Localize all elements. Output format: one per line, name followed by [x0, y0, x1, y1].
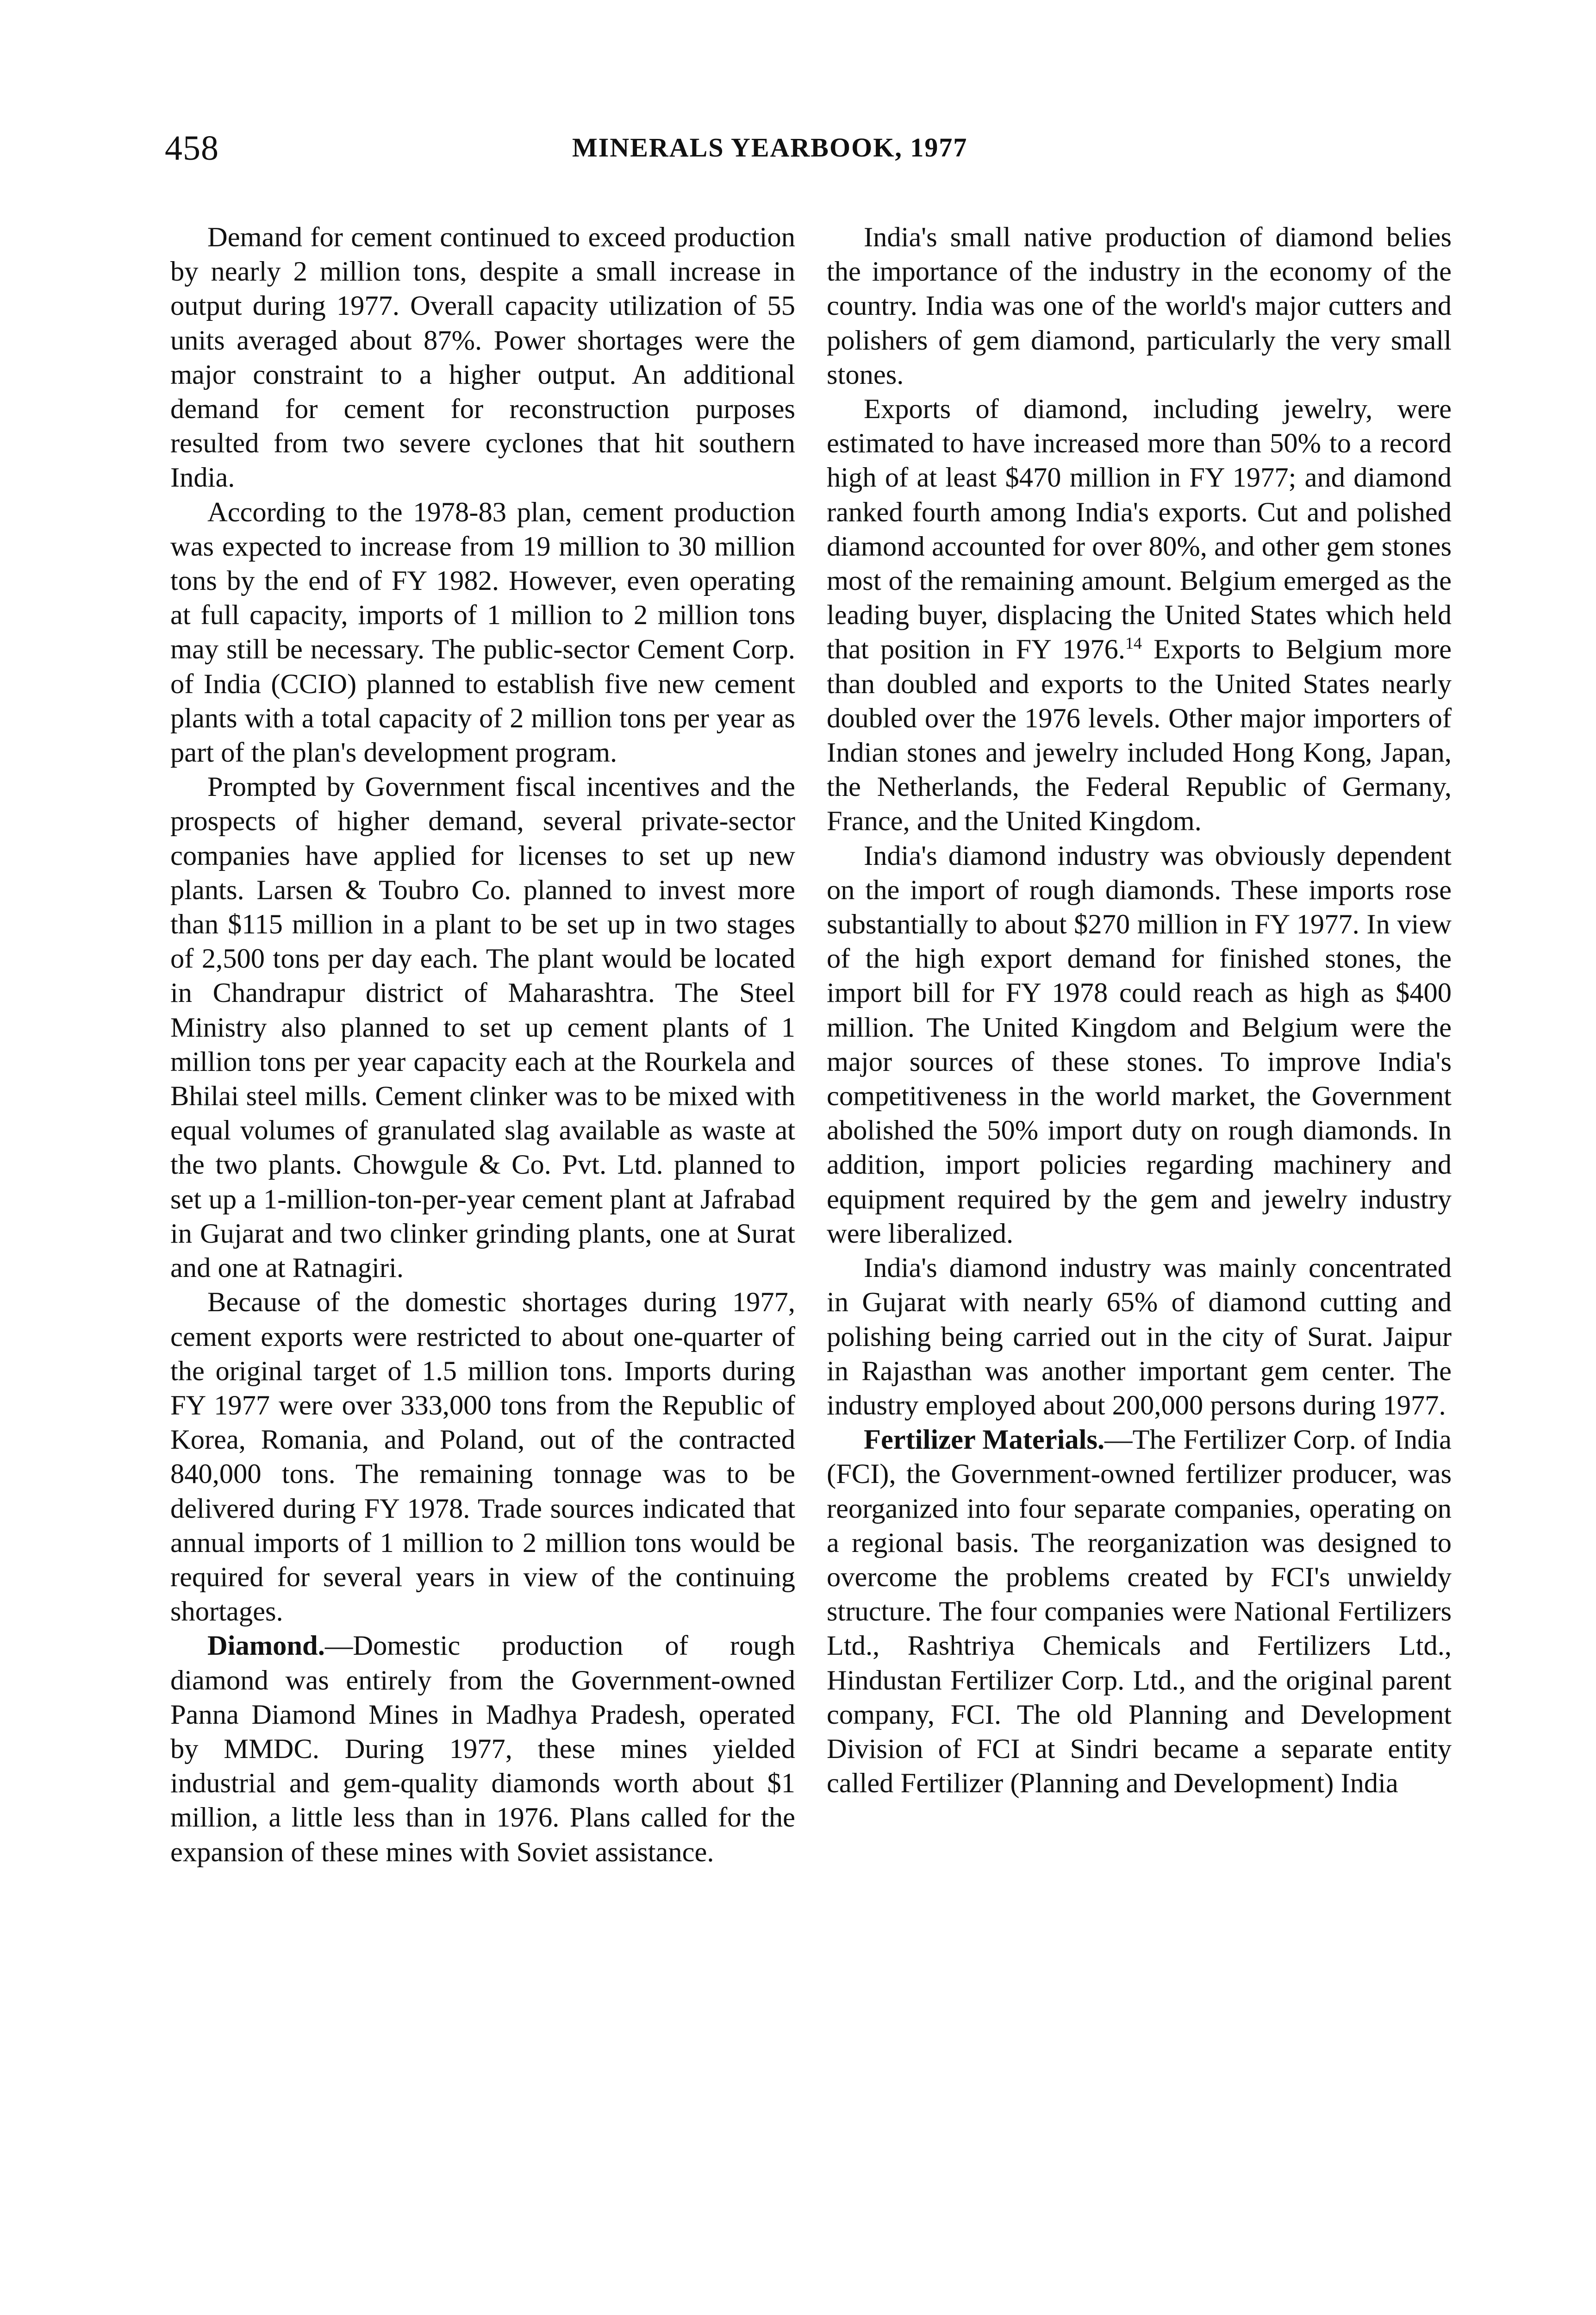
section-heading-diamond: Diamond. [207, 1630, 325, 1662]
paragraph-fertilizer [827, 1423, 1452, 1801]
right-column [827, 220, 1452, 1801]
paragraph-cement-demand: Demand for cement continued to exceed production by nearly 2 million tons, despite a small increase in output during 1977. Overall capacity utilization of 55 units averaged about 87%. Power shortages were the major constraint to a higher output. An additional demand for cement for reconstruction purposes resulted from two severe cyclones that hit southern India. [170, 222, 795, 494]
paragraph-cement-plan: According to the 1978-83 plan, cement production was expected to increase from 19 million to 30 million tons by the end of FY 1982. However, even operating at full capacity, imports of 1 million to 2 million tons may still be necessary. The public-sector Cement Corp. of India (CCIO) planned to establish five new cement plants with a total capacity of 2 million tons per year as part of the plan's development program. [170, 496, 795, 769]
paragraph-diamond-exports [827, 392, 1452, 839]
paragraph-diamond-centers: India's diamond industry was mainly concentrated in Gujarat with nearly 65% of diamond cutting and polishing being carried out in the city of Surat. Jaipur in Rajasthan was another important gem center. The industry employed about 200,000 persons during 1977. [827, 1252, 1452, 1421]
paragraph-cement-trade: Because of the domestic shortages during 1977, cement exports were restricted to about one-quarter of the original target of 1.5 million tons. Imports during FY 1977 were over 333,000 tons from the Republic of Korea, Romania, and Poland, out of the contracted 840,000 tons. The remaining tonnage was to be delivered during FY 1978. Trade sources indicated that annual imports of 1 million to 2 million tons would be required for several years in view of the continuing shortages. [170, 1287, 795, 1627]
page-header [0, 0, 1596, 194]
paragraph-fertilizer-text: —The Fertilizer Corp. of India (FCI), the Government-owned fertilizer producer, was reorganized into four separate companies, operating on a regional basis. The reorganization was designed to overcome the problems created by FCI's unwieldy structure. The four companies were National Fertilizers Ltd., Rashtriya Chemicals and Fertilizers Ltd., Hindustan Fertilizer Corp. Ltd., and the original parent company, FCI. The old Planning and Development Division of FCI at Sindri became a separate entity called Fertilizer (Planning and Development) India [827, 1424, 1452, 1799]
paragraph-diamond [170, 1629, 795, 1869]
paragraph-cement-private-sector: Prompted by Government fiscal incentives and the prospects of higher demand, several private-sector companies have applied for licenses to set up new plants. Larsen & Toubro Co. planned to invest more than $115 million in a plant to be set up in two stages of 2,500 tons per day each. The plant would be located in Chandrapur district of Maharashtra. The Steel Ministry also planned to set up cement plants of 1 million tons per year capacity each at the Rourkela and Bhilai steel mills. Cement clinker was to be mixed with equal volumes of granulated slag available as waste at the two plants. Chowgule & Co. Pvt. Ltd. planned to set up a 1-million-ton-per-year cement plant at Jafrabad in Gujarat and two clinker grinding plants, one at Surat and one at Ratnagiri. [170, 771, 795, 1284]
left-column [170, 220, 795, 1870]
paragraph-diamond-industry: India's small native production of diamond belies the importance of the industry in the economy of the country. India was one of the world's major cutters and polishers of gem diamond, particularly the very small stones. [827, 222, 1452, 390]
paragraph-diamond-exports-text-b: Exports to Belgium more than doubled and exports to the United States nearly doubled over the 1976 levels. Other major importers of Indian stones and jewelry included Hong Kong, Japan, the Netherlands, the Federal Republic of Germany, France, and the United Kingdom. [827, 634, 1452, 837]
paragraph-diamond-imports: India's diamond industry was obviously dependent on the import of rough diamonds. These imports rose substantially to about $270 million in FY 1977. In view of the high export demand for finished stones, the import bill for FY 1978 could reach as high as $400 million. The United Kingdom and Belgium were the major sources of these stones. To improve India's competitiveness in the world market, the Government abolished the 50% import duty on rough diamonds. In addition, import policies regarding machinery and equipment required by the gem and jewelry industry were liberalized. [827, 840, 1452, 1249]
page-number: 458 [165, 129, 219, 168]
footnote-marker: 14 [1125, 634, 1142, 653]
section-heading-fertilizer: Fertilizer Materials. [864, 1424, 1105, 1456]
paragraph-diamond-exports-text-a: Exports of diamond, including jewelry, were estimated to have increased more than 50% to a record high of at least $470 million in FY 1977; and diamond ranked fourth among India's exports. Cut and polished diamond accounted for over 80%, and other gem stones most of the remaining amount. Belgium emerged as the leading buyer, displacing the United States which held that position in FY 1976. [827, 394, 1452, 665]
paragraph-diamond-text: —Domestic production of rough diamond was entirely from the Government-owned Panna Diamond Mines in Madhya Pradesh, operated by MMDC. During 1977, these mines yielded industrial and gem-quality diamonds worth about $1 million, a little less than in 1976. Plans called for the expansion of these mines with Soviet assistance. [170, 1630, 795, 1868]
running-title: MINERALS YEARBOOK, 1977 [572, 132, 968, 163]
